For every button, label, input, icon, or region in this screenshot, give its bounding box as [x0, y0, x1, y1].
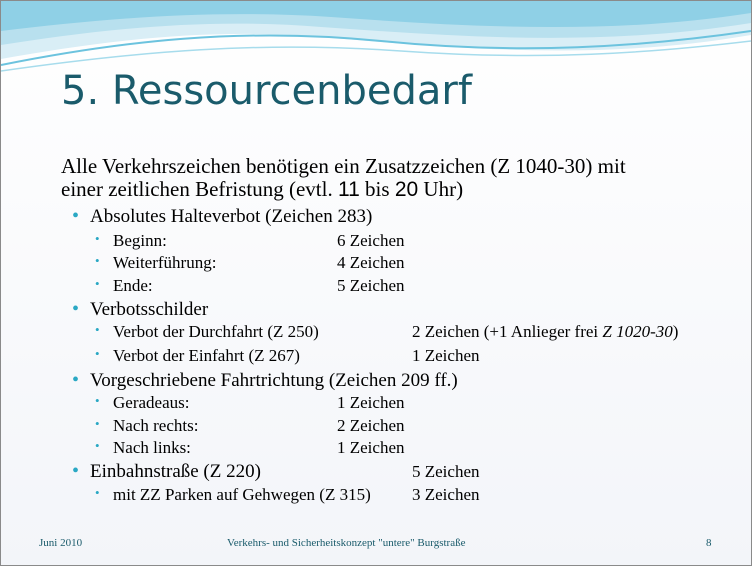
slide-title: 5. Ressourcenbedarf [61, 68, 472, 114]
list-item-label: Absolutes Halteverbot (Zeichen 283) [90, 206, 373, 227]
bullet-icon: • [72, 205, 80, 227]
bullet-icon: • [95, 276, 100, 291]
bullet-icon: • [95, 485, 100, 500]
footer-date: Juni 2010 [39, 537, 83, 549]
list-item-value: 1 Zeichen [412, 346, 480, 365]
list-item-value: 5 Zeichen [337, 276, 405, 295]
list-item-value: 1 Zeichen [337, 393, 405, 412]
list-item-label: Weiterführung: [113, 253, 217, 272]
list-item-value: 2 Zeichen [337, 416, 405, 435]
list-item-label: Beginn: [113, 231, 167, 250]
bullet-icon: • [72, 460, 80, 482]
bullet-icon: • [95, 253, 100, 268]
bullet-icon: • [72, 369, 80, 391]
list-item-value: 1 Zeichen [337, 438, 405, 457]
list-item-value: 2 Zeichen (+1 Anlieger frei Z 1020-30) [412, 322, 679, 341]
list-item-label: Geradeaus: [113, 393, 190, 412]
list-item-label: Verbot der Einfahrt (Z 267) [113, 346, 300, 365]
intro-line-2: einer zeitlichen Befristung (evtl. 11 bis 20 Uhr) [61, 177, 464, 201]
bullet-icon: • [95, 393, 100, 408]
intro-text [61, 155, 741, 201]
list-item-value: 3 Zeichen [412, 485, 480, 504]
list-item-label: Ende: [113, 276, 153, 295]
intro-line-1: Alle Verkehrszeichen benötigen ein Zusatzzeichen (Z 1040-30) mit [61, 154, 626, 178]
list-item-value: 6 Zeichen [337, 231, 405, 250]
bullet-icon: • [95, 416, 100, 431]
bullet-icon: • [72, 298, 80, 320]
list-item-value: 4 Zeichen [337, 253, 405, 272]
list-item-label: Verbotsschilder [90, 299, 209, 320]
bullet-icon: • [95, 231, 100, 246]
list-item-label: Vorgeschriebene Fahrtrichtung (Zeichen 209 ff.) [90, 370, 458, 391]
list-item-value: 5 Zeichen [412, 462, 480, 481]
bullet-icon: • [95, 346, 100, 361]
list-item-label: Einbahnstraße (Z 220) [90, 461, 261, 482]
bullet-icon: • [95, 322, 100, 337]
list-item-label: Nach rechts: [113, 416, 199, 435]
footer-page-number: 8 [706, 537, 712, 549]
list-item-label: Verbot der Durchfahrt (Z 250) [113, 322, 319, 341]
footer-title: Verkehrs- und Sicherheitskonzept "untere" Burgstraße [227, 537, 466, 549]
list-item-label: mit ZZ Parken auf Gehwegen (Z 315) [113, 485, 371, 504]
bullet-icon: • [95, 438, 100, 453]
list-item-label: Nach links: [113, 438, 191, 457]
